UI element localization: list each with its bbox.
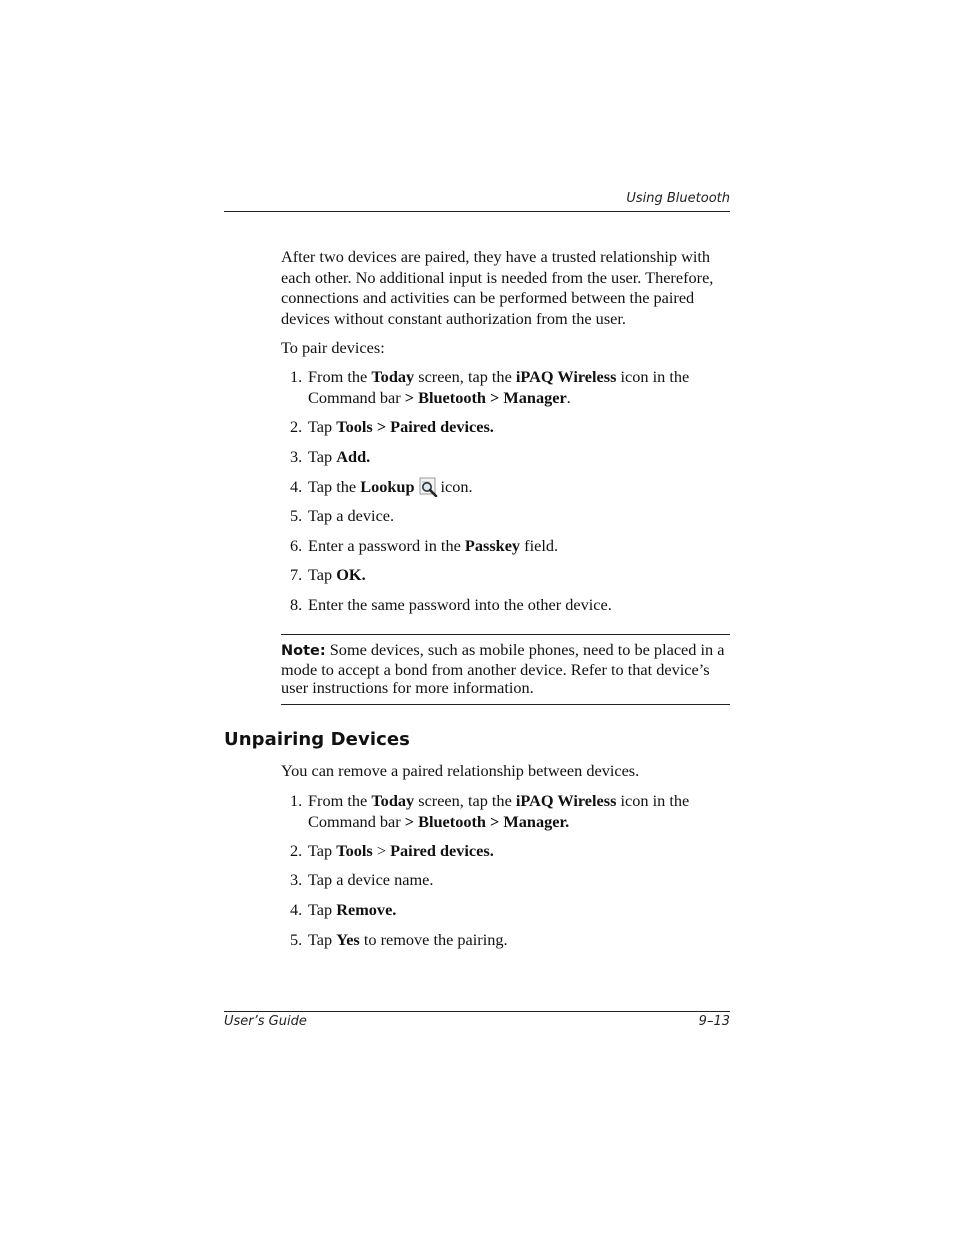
intro-paragraph: After two devices are paired, they have a trusted relationship with each other. No additional input is needed from the user. Therefore, connections and activities can be performed between the paired devices without constant authorization from the user. xyxy=(281,247,714,328)
footer-guide-title: User’s Guide xyxy=(224,1014,307,1029)
note-label: Note: xyxy=(281,643,326,659)
pair-step-5: 5. Tap a device. xyxy=(290,506,395,525)
pair-step-8: 8. Enter the same password into the other device. xyxy=(290,595,612,614)
pair-step-3: 3. Tap Add. xyxy=(290,447,371,466)
note-top-rule xyxy=(281,634,730,635)
pair-step-4: 4. Tap the Lookup icon. xyxy=(290,477,473,496)
unpair-step-5: 5. Tap Yes to remove the pairing. xyxy=(290,930,508,949)
pair-step-6: 6. Enter a password in the Passkey field. xyxy=(290,536,559,555)
section-lead: You can remove a paired relationship between devices. xyxy=(281,761,640,780)
lookup-magnifier-icon xyxy=(419,477,439,497)
pair-step-1: 1. From the Today screen, tap the iPAQ Wireless icon in the Command bar > Bluetooth > Manager. xyxy=(290,367,690,407)
running-header: Using Bluetooth xyxy=(626,191,730,206)
unpair-step-2: 2. Tap Tools > Paired devices. xyxy=(290,841,494,860)
section-title: Unpairing Devices xyxy=(224,729,410,750)
note-box xyxy=(281,641,730,698)
header-rule xyxy=(224,211,730,212)
unpair-step-3: 3. Tap a device name. xyxy=(290,870,434,889)
pair-step-2: 2. Tap Tools > Paired devices. xyxy=(290,417,494,436)
footer-rule xyxy=(224,1011,730,1012)
intro-lead: To pair devices: xyxy=(281,338,385,357)
unpair-step-4: 4. Tap Remove. xyxy=(290,900,397,919)
pair-step-7: 7. Tap OK. xyxy=(290,565,366,584)
note-bottom-rule xyxy=(281,704,730,705)
note-text: Some devices, such as mobile phones, need to be placed in a mode to accept a bond from another device. Refer to that device’s user instructions for more information. xyxy=(281,640,725,697)
unpair-step-1: 1. From the Today screen, tap the iPAQ Wireless icon in the Command bar > Bluetooth > Manager. xyxy=(290,791,690,831)
page-number: 9–13 xyxy=(698,1014,730,1029)
